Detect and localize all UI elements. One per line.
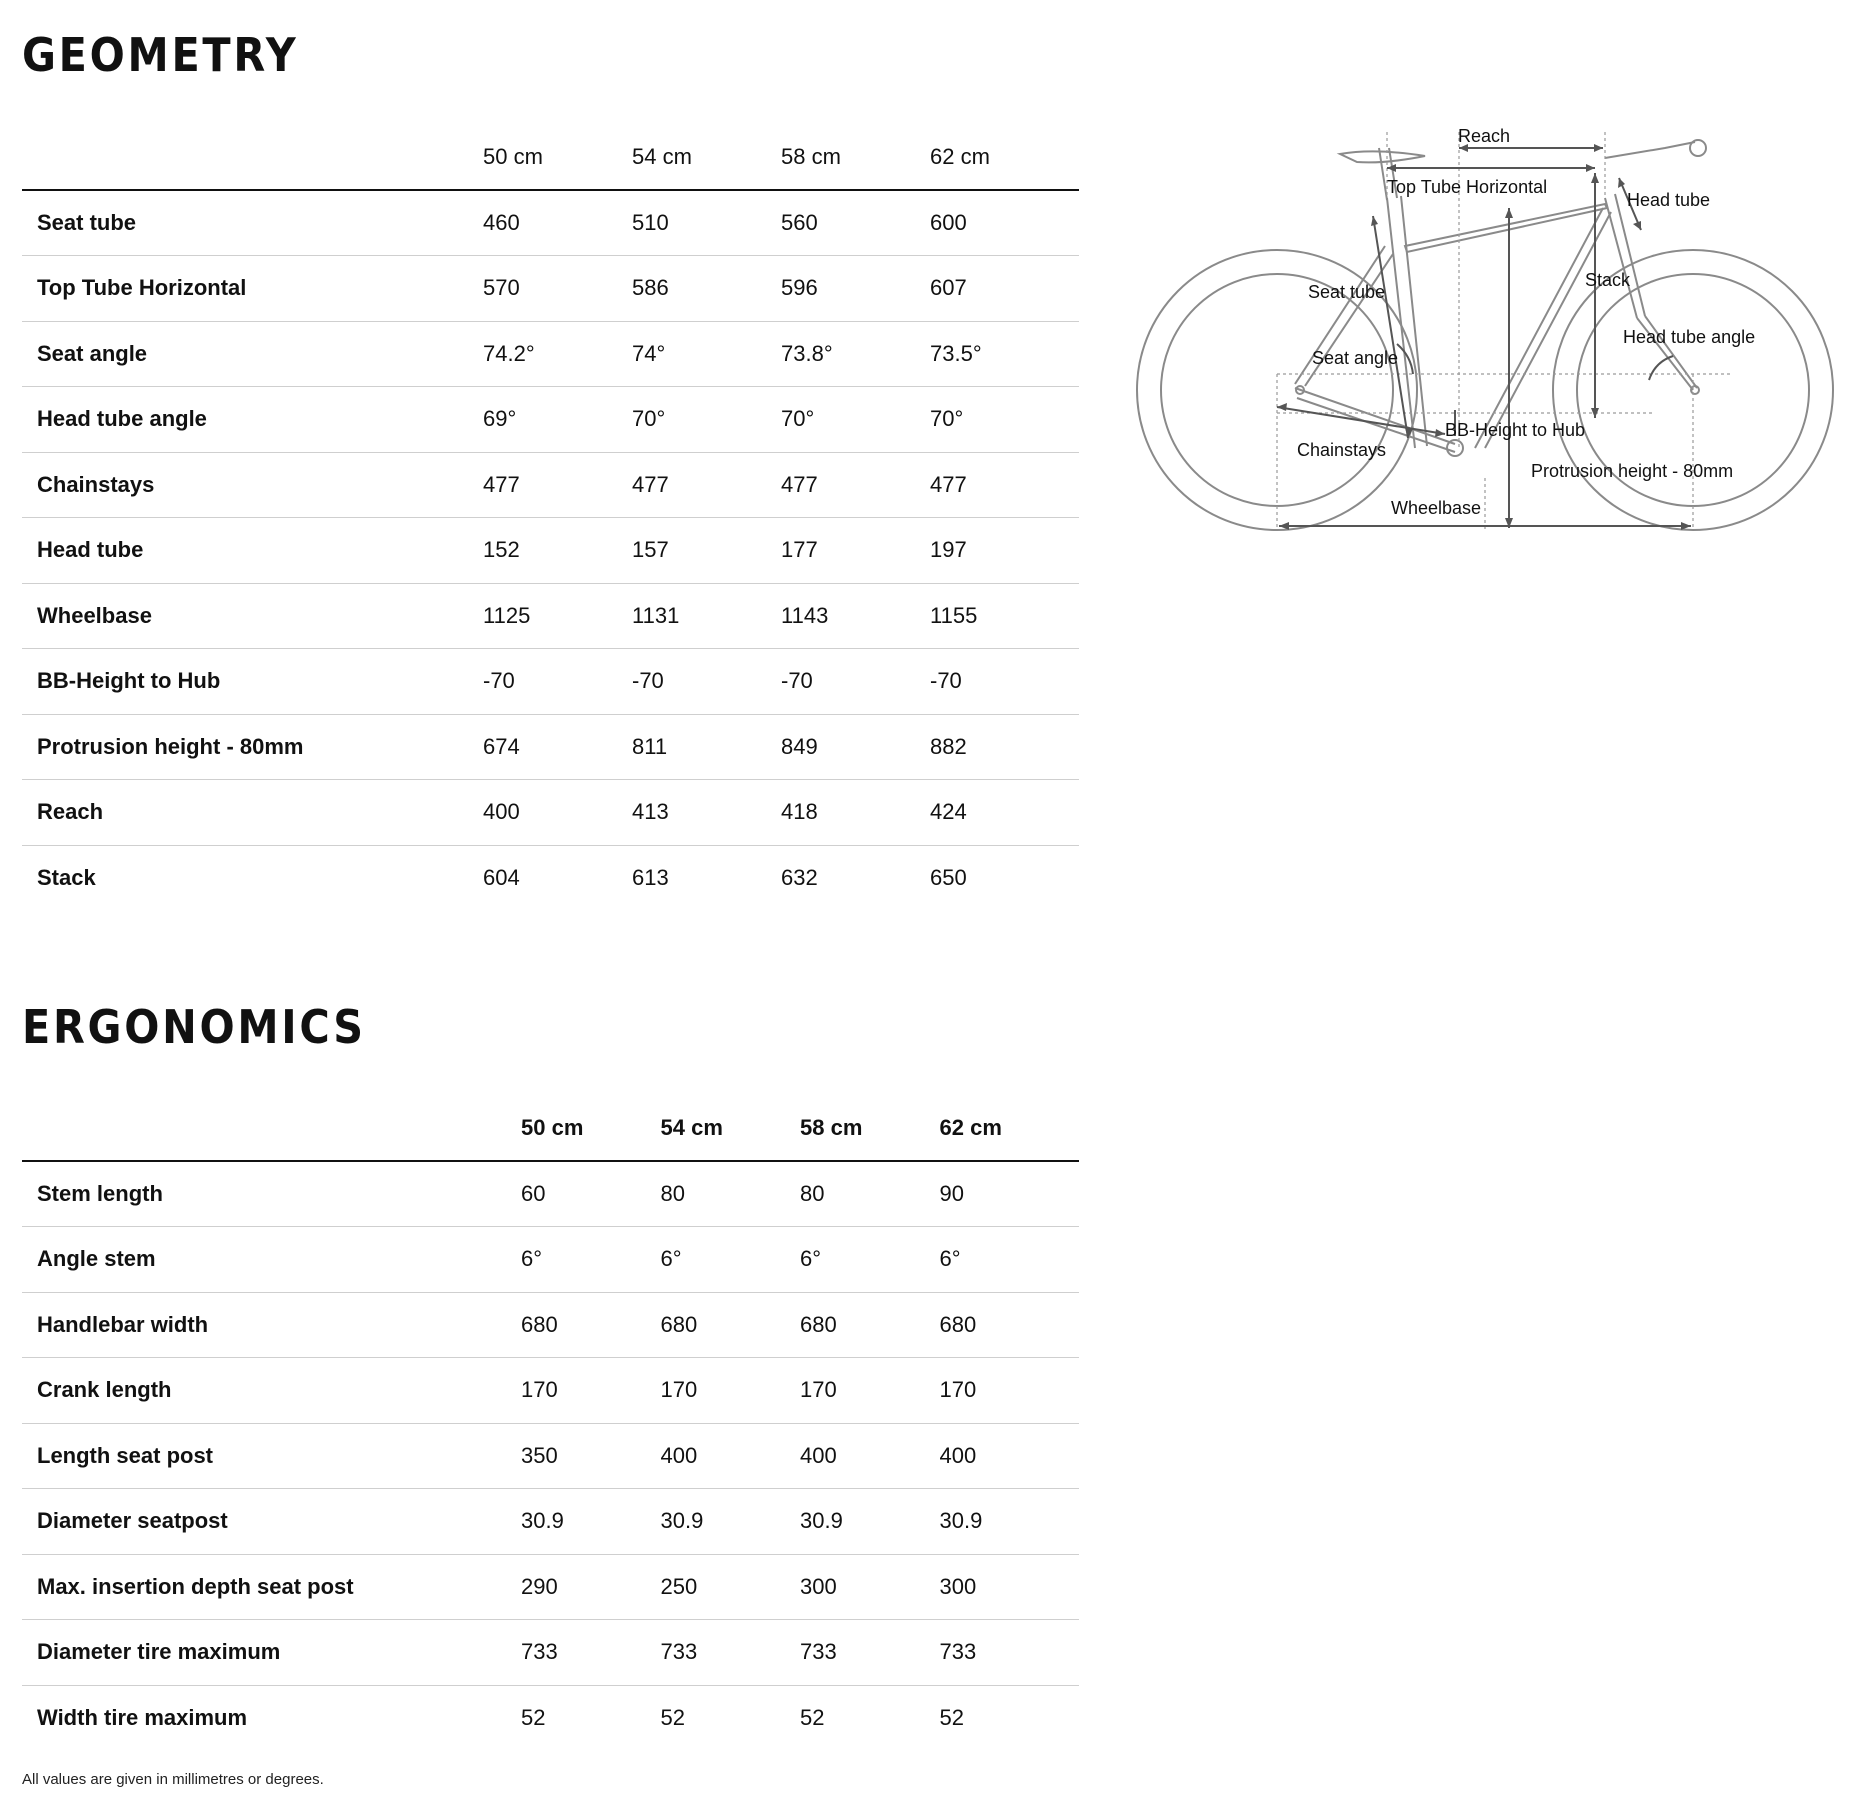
value-cell: 674 — [483, 714, 632, 780]
value-cell: 733 — [940, 1620, 1080, 1686]
handlebar — [1690, 140, 1706, 156]
table-row — [22, 387, 1079, 453]
size-column-header: 58 cm — [781, 124, 930, 190]
frame-top-tube — [1405, 204, 1607, 252]
ergonomics-title: ERGONOMICS — [22, 1000, 366, 1054]
value-cell: 74.2° — [483, 321, 632, 387]
label-chainstays: Chainstays — [1297, 440, 1387, 460]
value-cell: 560 — [781, 190, 930, 256]
header-empty-cell — [22, 1095, 521, 1161]
table-row — [22, 452, 1079, 518]
value-cell: 170 — [521, 1358, 661, 1424]
label-stack: Stack — [1585, 270, 1631, 290]
value-cell: 73.5° — [930, 321, 1079, 387]
value-cell: 632 — [781, 865, 818, 890]
label-bb-height: BB-Height to Hub — [1445, 420, 1586, 440]
units-footnote: All values are given in millimetres or degrees. — [22, 1771, 324, 1788]
value-cell: 52 — [800, 1705, 825, 1730]
value-cell: 69° — [483, 387, 632, 453]
row-label: Wheelbase — [22, 583, 483, 649]
value-cell: 418 — [781, 780, 930, 846]
stem-bar — [1605, 142, 1695, 158]
label-seat-tube: Seat tube — [1308, 282, 1386, 302]
label-seat-angle: Seat angle — [1312, 348, 1399, 368]
geometry-table — [22, 124, 1079, 911]
value-cell: 400 — [661, 1423, 801, 1489]
row-label: Seat angle — [22, 321, 483, 387]
value-cell: 400 — [800, 1423, 940, 1489]
value-cell: 350 — [521, 1423, 661, 1489]
row-label: Head tube — [22, 518, 483, 584]
value-cell: 6° — [800, 1227, 940, 1293]
table-row — [22, 714, 1079, 780]
saddle — [1340, 151, 1425, 162]
table-row — [22, 190, 1079, 256]
row-label: Protrusion height - 80mm — [22, 714, 483, 780]
value-cell: 604 — [483, 865, 520, 890]
value-cell: 510 — [632, 190, 781, 256]
value-cell: 650 — [930, 865, 967, 890]
value-cell: 300 — [940, 1554, 1080, 1620]
value-cell: 600 — [930, 190, 1079, 256]
table-row — [22, 518, 1079, 584]
ergonomics-table-body — [22, 1161, 1079, 1751]
value-cell: 424 — [930, 780, 1079, 846]
value-cell: 477 — [632, 452, 781, 518]
table-row — [22, 1292, 1079, 1358]
value-cell: -70 — [632, 649, 781, 715]
value-cell: 477 — [483, 452, 632, 518]
value-cell: 80 — [661, 1161, 801, 1227]
label-reach: Reach — [1458, 126, 1511, 146]
table-row — [22, 845, 1079, 911]
value-cell: 170 — [661, 1358, 801, 1424]
row-label: Top Tube Horizontal — [22, 256, 483, 322]
row-label: Handlebar width — [22, 1292, 521, 1358]
bottom-bracket — [1447, 440, 1463, 456]
value-cell: 74° — [632, 321, 781, 387]
row-label: Width tire maximum — [37, 1705, 248, 1730]
row-label: Crank length — [22, 1358, 521, 1424]
table-row — [22, 1554, 1079, 1620]
row-label: Seat tube — [22, 190, 483, 256]
table-row — [22, 1685, 1079, 1751]
value-cell: -70 — [930, 649, 1079, 715]
header-empty-cell — [22, 124, 483, 190]
table-row — [22, 1161, 1079, 1227]
row-label: Length seat post — [22, 1423, 521, 1489]
row-label: BB-Height to Hub — [22, 649, 483, 715]
table-row — [22, 256, 1079, 322]
value-cell: 30.9 — [940, 1489, 1080, 1555]
value-cell: 1131 — [632, 583, 781, 649]
row-label: Chainstays — [22, 452, 483, 518]
value-cell: 177 — [781, 518, 930, 584]
value-cell: 882 — [930, 714, 1079, 780]
table-header-row — [22, 124, 1079, 190]
label-top-tube: Top Tube Horizontal — [1387, 177, 1548, 197]
table-row — [22, 1423, 1079, 1489]
value-cell: 811 — [632, 714, 781, 780]
value-cell: 733 — [521, 1620, 661, 1686]
row-label: Head tube angle — [22, 387, 483, 453]
value-cell: 70° — [632, 387, 781, 453]
row-label: Max. insertion depth seat post — [22, 1554, 521, 1620]
value-cell: 73.8° — [781, 321, 930, 387]
value-cell: 596 — [781, 256, 930, 322]
value-cell: -70 — [781, 649, 930, 715]
value-cell: 586 — [632, 256, 781, 322]
value-cell: 170 — [940, 1358, 1080, 1424]
value-cell: 6° — [521, 1227, 661, 1293]
value-cell: 413 — [632, 780, 781, 846]
value-cell: 170 — [800, 1358, 940, 1424]
row-label: Stack — [37, 865, 96, 890]
value-cell: 6° — [940, 1227, 1080, 1293]
row-label: Diameter tire maximum — [22, 1620, 521, 1686]
value-cell: 680 — [800, 1292, 940, 1358]
value-cell: 400 — [940, 1423, 1080, 1489]
value-cell: 613 — [632, 865, 669, 890]
value-cell: 60 — [521, 1161, 661, 1227]
value-cell: 680 — [661, 1292, 801, 1358]
size-column-header: 50 cm — [483, 124, 632, 190]
table-header-row — [22, 1095, 1079, 1161]
value-cell: 90 — [940, 1161, 1080, 1227]
value-cell: 157 — [632, 518, 781, 584]
row-label: Stem length — [22, 1161, 521, 1227]
value-cell: 680 — [940, 1292, 1080, 1358]
size-column-header: 62 cm — [940, 1095, 1080, 1161]
label-protrusion: Protrusion height - 80mm — [1531, 461, 1734, 481]
table-row — [22, 1620, 1079, 1686]
table-row — [22, 780, 1079, 846]
label-wheelbase: Wheelbase — [1391, 498, 1482, 518]
value-cell: 1155 — [930, 583, 1079, 649]
size-column-header: 50 cm — [521, 1095, 661, 1161]
value-cell: 70° — [781, 387, 930, 453]
value-cell: 290 — [521, 1554, 661, 1620]
value-cell: 607 — [930, 256, 1079, 322]
value-cell: 250 — [661, 1554, 801, 1620]
value-cell: 152 — [483, 518, 632, 584]
geometry-table-body — [22, 190, 1079, 911]
value-cell: 30.9 — [661, 1489, 801, 1555]
value-cell: 70° — [930, 387, 1079, 453]
row-label: Diameter seatpost — [22, 1489, 521, 1555]
value-cell: 570 — [483, 256, 632, 322]
value-cell: 30.9 — [521, 1489, 661, 1555]
value-cell: 733 — [800, 1620, 940, 1686]
table-row — [22, 583, 1079, 649]
table-row — [22, 321, 1079, 387]
value-cell: 80 — [800, 1161, 940, 1227]
table-row — [22, 1227, 1079, 1293]
size-column-header: 62 cm — [930, 124, 1079, 190]
row-label: Reach — [22, 780, 483, 846]
table-row — [22, 1358, 1079, 1424]
geometry-title: GEOMETRY — [22, 28, 299, 82]
value-cell: -70 — [483, 649, 632, 715]
value-cell: 30.9 — [800, 1489, 940, 1555]
value-cell: 477 — [930, 452, 1079, 518]
table-row — [22, 649, 1079, 715]
value-cell: 6° — [661, 1227, 801, 1293]
ergonomics-table — [22, 1095, 1079, 1751]
value-cell: 52 — [939, 1705, 964, 1730]
size-column-header: 54 cm — [632, 124, 781, 190]
label-head-tube-angle: Head tube angle — [1623, 327, 1756, 347]
frame-seat-tube — [1387, 196, 1427, 448]
value-cell: 460 — [483, 190, 632, 256]
value-cell: 733 — [661, 1620, 801, 1686]
value-cell: 1125 — [483, 583, 632, 649]
value-cell: 300 — [800, 1554, 940, 1620]
bike-geometry-diagram — [1125, 118, 1845, 548]
value-cell: 680 — [521, 1292, 661, 1358]
value-cell: 400 — [483, 780, 632, 846]
value-cell: 52 — [660, 1705, 685, 1730]
value-cell: 1143 — [781, 583, 930, 649]
table-row — [22, 1489, 1079, 1555]
size-column-header: 54 cm — [661, 1095, 801, 1161]
label-head-tube: Head tube — [1627, 190, 1711, 210]
value-cell: 52 — [521, 1705, 546, 1730]
frame-down-tube — [1475, 208, 1611, 448]
value-cell: 477 — [781, 452, 930, 518]
row-label: Angle stem — [22, 1227, 521, 1293]
value-cell: 197 — [930, 518, 1079, 584]
value-cell: 849 — [781, 714, 930, 780]
size-column-header: 58 cm — [800, 1095, 940, 1161]
